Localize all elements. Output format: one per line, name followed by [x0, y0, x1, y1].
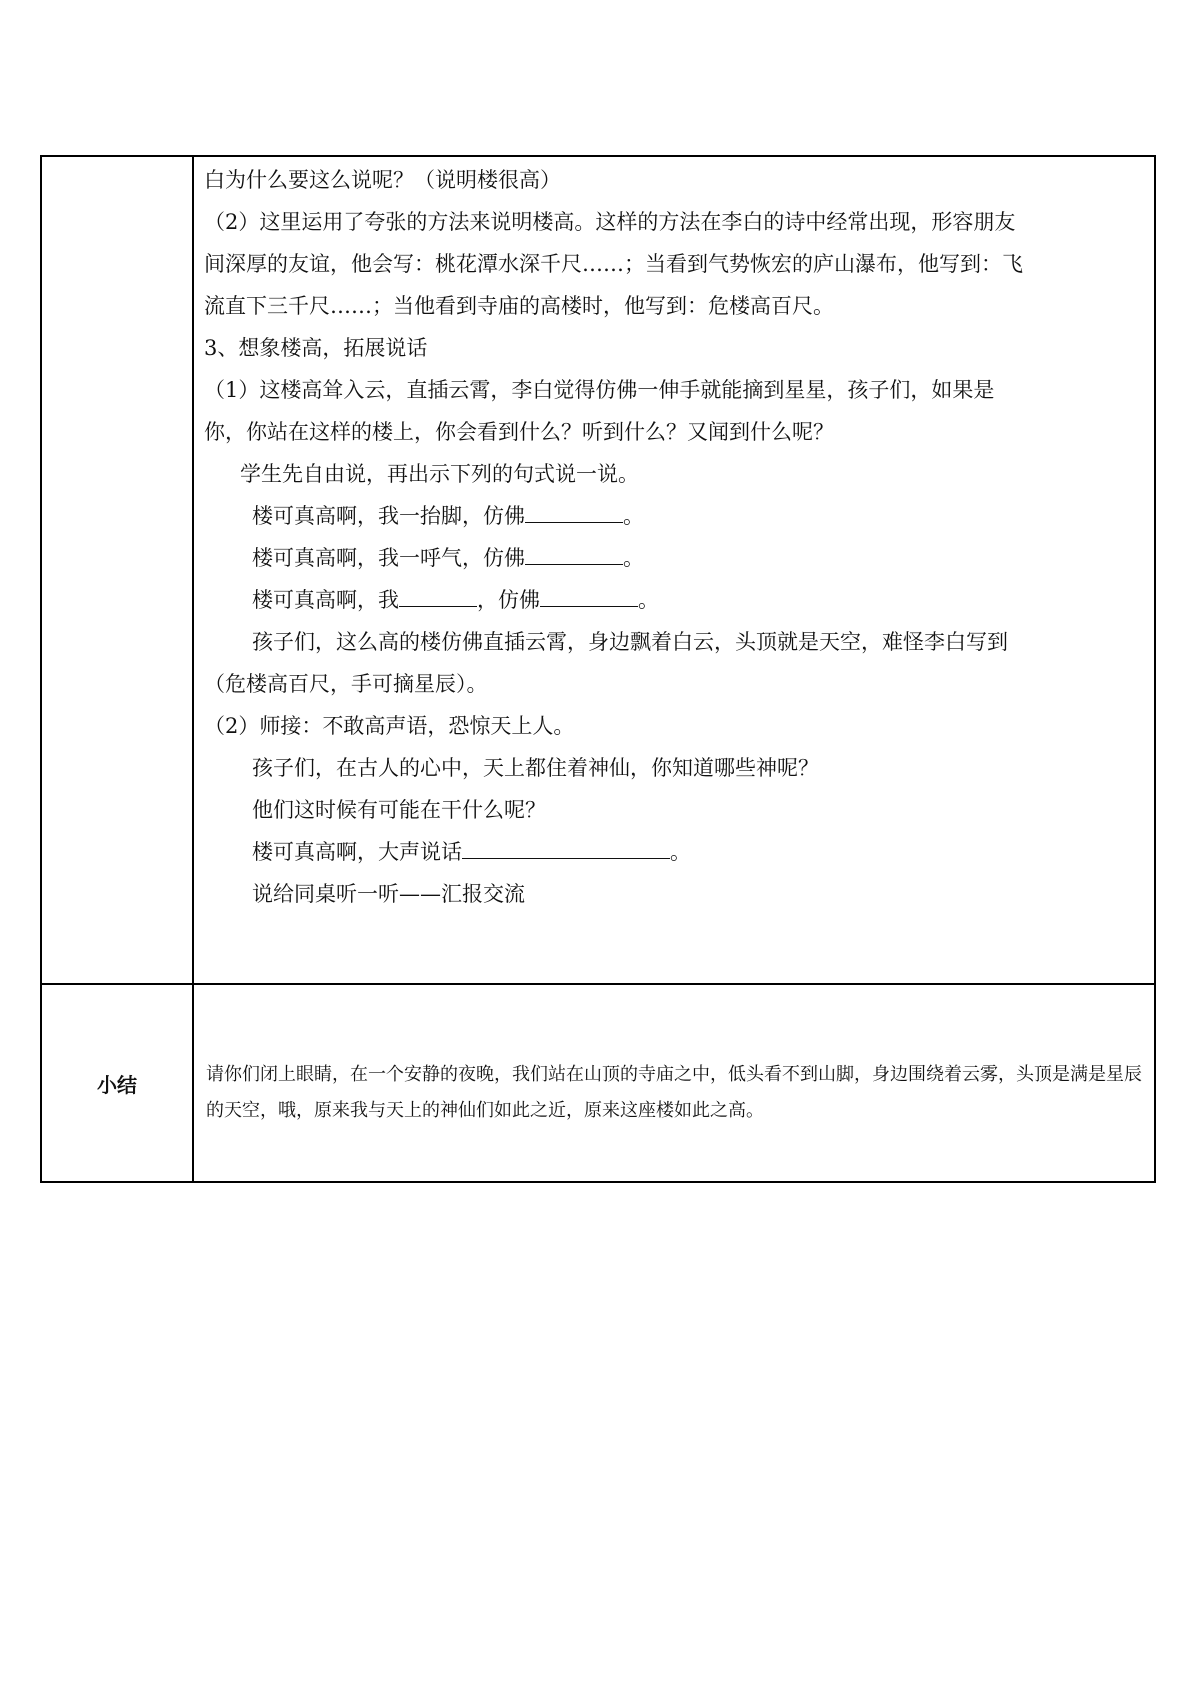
sentence-end: 。	[638, 588, 659, 612]
label-cell-empty	[41, 156, 193, 984]
fill-blank	[462, 832, 670, 859]
sentence-text: ，仿佛	[477, 588, 540, 612]
text-line: 白为什么要这么说呢？（说明楼很高）	[204, 168, 561, 192]
sentence-pattern-4	[204, 831, 1146, 873]
fill-blank	[540, 580, 638, 607]
fill-blank	[399, 580, 477, 607]
sentence-end: 。	[623, 504, 644, 528]
sentence-text: 楼可真高啊，我一抬脚，仿佛	[252, 504, 525, 528]
content-cell	[193, 156, 1155, 984]
teaching-process-text	[194, 157, 1154, 915]
sentence-end: 。	[623, 546, 644, 570]
text-line: 说给同桌听一听——汇报交流	[252, 882, 525, 906]
text-line: 流直下三千尺……；当他看到寺庙的高楼时，他写到：危楼高百尺。	[204, 294, 834, 318]
summary-text: 请你们闭上眼睛，在一个安静的夜晚，我们站在山顶的寺庙之中，低头看不到山脚，身边围绕着云雾，头顶是满是星辰的天空，哦，原来我与天上的神仙们如此之近，原来这座楼如此之高。	[206, 1064, 1142, 1121]
fill-blank	[525, 538, 623, 565]
text-line: （2）师接：不敢高声语，恐惊天上人。	[204, 714, 575, 738]
text-line: 你，你站在这样的楼上，你会看到什么？听到什么？又闻到什么呢？	[204, 420, 834, 444]
sentence-pattern-1	[204, 495, 1146, 537]
text-line: （1）这楼高耸入云，直插云霄，李白觉得仿佛一伸手就能摘到星星，孩子们，如果是	[204, 378, 995, 402]
sentence-text: 楼可真高啊，我	[252, 588, 399, 612]
sentence-end: 。	[670, 840, 691, 864]
lesson-table	[40, 155, 1156, 1183]
sentence-text: 楼可真高啊，大声说话	[252, 840, 462, 864]
table-row	[41, 156, 1155, 984]
text-line: 孩子们，在古人的心中，天上都住着神仙，你知道哪些神呢？	[252, 756, 819, 780]
sentence-pattern-3	[204, 579, 1146, 621]
text-line: 孩子们，这么高的楼仿佛直插云霄，身边飘着白云，头顶就是天空，难怪李白写到	[252, 630, 1008, 654]
text-line: 学生先自由说，再出示下列的句式说一说。	[240, 462, 639, 486]
summary-label-cell	[41, 984, 193, 1182]
text-line: （2）这里运用了夸张的方法来说明楼高。这样的方法在李白的诗中经常出现，形容朋友	[204, 210, 1016, 234]
summary-label: 小结	[97, 1072, 137, 1097]
text-line: 他们这时候有可能在干什么呢？	[252, 798, 546, 822]
text-line: （危楼高百尺，手可摘星辰）。	[204, 672, 488, 696]
sentence-text: 楼可真高啊，我一呼气，仿佛	[252, 546, 525, 570]
text-line: 间深厚的友谊，他会写：桃花潭水深千尺……；当看到气势恢宏的庐山瀑布，他写到：飞	[204, 252, 1023, 276]
sentence-pattern-2	[204, 537, 1146, 579]
summary-content-cell	[193, 984, 1155, 1182]
table-row	[41, 984, 1155, 1182]
section-heading: 3、想象楼高，拓展说话	[204, 336, 428, 360]
fill-blank	[525, 496, 623, 523]
